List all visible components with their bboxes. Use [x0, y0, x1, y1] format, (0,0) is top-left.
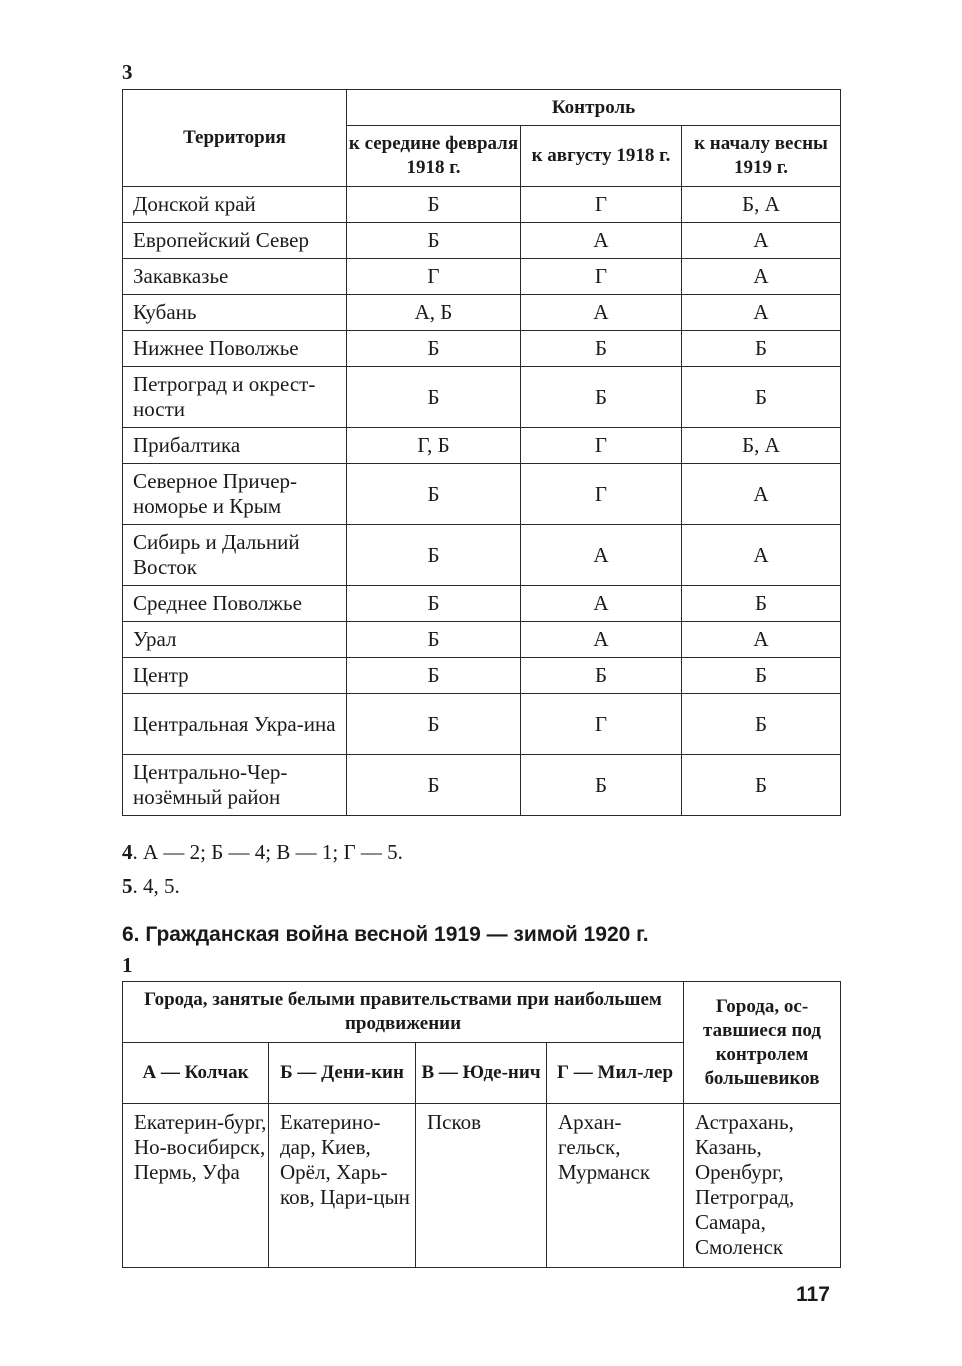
page-number: 117 [796, 1283, 830, 1306]
spring-1919-cell: Б [682, 367, 841, 428]
feb-1918-cell: Б [347, 694, 521, 755]
answer-5-text: . 4, 5. [132, 874, 180, 898]
table-row [123, 259, 841, 295]
feb-1918-cell: Б [347, 223, 521, 259]
spring-1919-cell: А [682, 464, 841, 525]
bolshevik-cities-header: Города, ос-тавшиеся под контролем большевиков [684, 982, 841, 1104]
aug-1918-cell: Г [521, 259, 682, 295]
spring-1919-cell: Б [682, 694, 841, 755]
feb-1918-cell: Б [347, 755, 521, 816]
miller-header: Г — Мил-лер [547, 1043, 684, 1104]
territory-cell: Европейский Север [123, 223, 347, 259]
section-6-title: 6. Гражданская война весной 1919 — зимой 1920 г. [122, 923, 649, 946]
denikin-header: Б — Дени-кин [269, 1043, 416, 1104]
aug-1918-cell: А [521, 295, 682, 331]
territory-cell: Нижнее Поволжье [123, 331, 347, 367]
feb-1918-cell: Б [347, 525, 521, 586]
aug-1918-cell: Г [521, 694, 682, 755]
kolchak-cities: Екатерин-бург, Но-восибирск, Пермь, Уфа [123, 1104, 269, 1268]
spring-1919-cell: А [682, 622, 841, 658]
yudenich-cities: Псков [416, 1104, 547, 1268]
territory-cell: Центральная Укра-ина [123, 694, 347, 755]
aug-1918-cell: Б [521, 755, 682, 816]
territory-cell: Центр [123, 658, 347, 694]
territory-cell: Среднее Поволжье [123, 586, 347, 622]
feb-1918-cell: Б [347, 622, 521, 658]
spring-1919-cell: А [682, 223, 841, 259]
aug-1918-cell: Г [521, 464, 682, 525]
feb-1918-cell: Г, Б [347, 428, 521, 464]
feb-1918-cell: Б [347, 331, 521, 367]
territory-cell: Прибалтика [123, 428, 347, 464]
answer-4 [122, 840, 403, 865]
spring-1919-cell: Б [682, 586, 841, 622]
table-row [123, 525, 841, 586]
feb-1918-cell: Б [347, 187, 521, 223]
table-row [123, 428, 841, 464]
territory-cell: Урал [123, 622, 347, 658]
aug-1918-cell: Г [521, 187, 682, 223]
aug-1918-cell: Г [521, 428, 682, 464]
aug-1918-header: к августу 1918 г. [521, 126, 682, 187]
spring-1919-cell: А [682, 259, 841, 295]
control-table [122, 89, 841, 816]
territory-cell: Центрально-Чер-нозёмный район [123, 755, 347, 816]
section-6-label: 1 [122, 953, 133, 977]
aug-1918-cell: А [521, 223, 682, 259]
feb-1918-cell: Г [347, 259, 521, 295]
table-row [123, 187, 841, 223]
territory-cell: Донской край [123, 187, 347, 223]
table-row [123, 586, 841, 622]
answer-4-number: 4 [122, 840, 133, 864]
table-row [123, 755, 841, 816]
territory-cell: Сибирь и Дальний Восток [123, 525, 347, 586]
spring-1919-cell: А [682, 525, 841, 586]
feb-1918-cell: Б [347, 586, 521, 622]
aug-1918-cell: Б [521, 331, 682, 367]
control-header: Контроль [347, 90, 841, 126]
table-row [123, 223, 841, 259]
feb-1918-cell: Б [347, 367, 521, 428]
territory-cell: Петроград и окрест-ности [123, 367, 347, 428]
feb-1918-cell: Б [347, 658, 521, 694]
spring-1919-cell: Б [682, 331, 841, 367]
aug-1918-cell: Б [521, 367, 682, 428]
spring-1919-cell: Б, А [682, 428, 841, 464]
answer-5 [122, 874, 180, 899]
table-row [123, 694, 841, 755]
yudenich-header: В — Юде-нич [416, 1043, 547, 1104]
territory-cell: Северное Причер-номорье и Крым [123, 464, 347, 525]
cities-table [122, 981, 841, 1268]
spring-1919-cell: А [682, 295, 841, 331]
table-row [123, 295, 841, 331]
table-row [123, 331, 841, 367]
spring-1919-header: к началу весны 1919 г. [682, 126, 841, 187]
table-row [123, 658, 841, 694]
aug-1918-cell: Б [521, 658, 682, 694]
white-cities-header: Города, занятые белыми правительствами при наибольшем продвижении [123, 982, 684, 1043]
feb-1918-cell: А, Б [347, 295, 521, 331]
territory-cell: Закавказье [123, 259, 347, 295]
aug-1918-cell: А [521, 586, 682, 622]
answer-5-number: 5 [122, 874, 133, 898]
table-row [123, 367, 841, 428]
answer-4-text: . А — 2; Б — 4; В — 1; Г — 5. [132, 840, 403, 864]
feb-1918-header: к середине февраля 1918 г. [347, 126, 521, 187]
feb-1918-cell: Б [347, 464, 521, 525]
bolshevik-cities: Астрахань, Казань, Оренбург, Петроград, Самара, Смоленск [684, 1104, 841, 1268]
aug-1918-cell: А [521, 622, 682, 658]
kolchak-header: А — Колчак [123, 1043, 269, 1104]
section-3-label: 3 [122, 60, 133, 84]
territory-header: Территория [123, 90, 347, 187]
spring-1919-cell: Б [682, 658, 841, 694]
denikin-cities: Екатерино-дар, Киев, Орёл, Харь-ков, Цари-цын [269, 1104, 416, 1268]
aug-1918-cell: А [521, 525, 682, 586]
table-row [123, 464, 841, 525]
territory-cell: Кубань [123, 295, 347, 331]
miller-cities: Архан-гельск, Мурманск [547, 1104, 684, 1268]
spring-1919-cell: Б [682, 755, 841, 816]
spring-1919-cell: Б, А [682, 187, 841, 223]
table-row [123, 622, 841, 658]
